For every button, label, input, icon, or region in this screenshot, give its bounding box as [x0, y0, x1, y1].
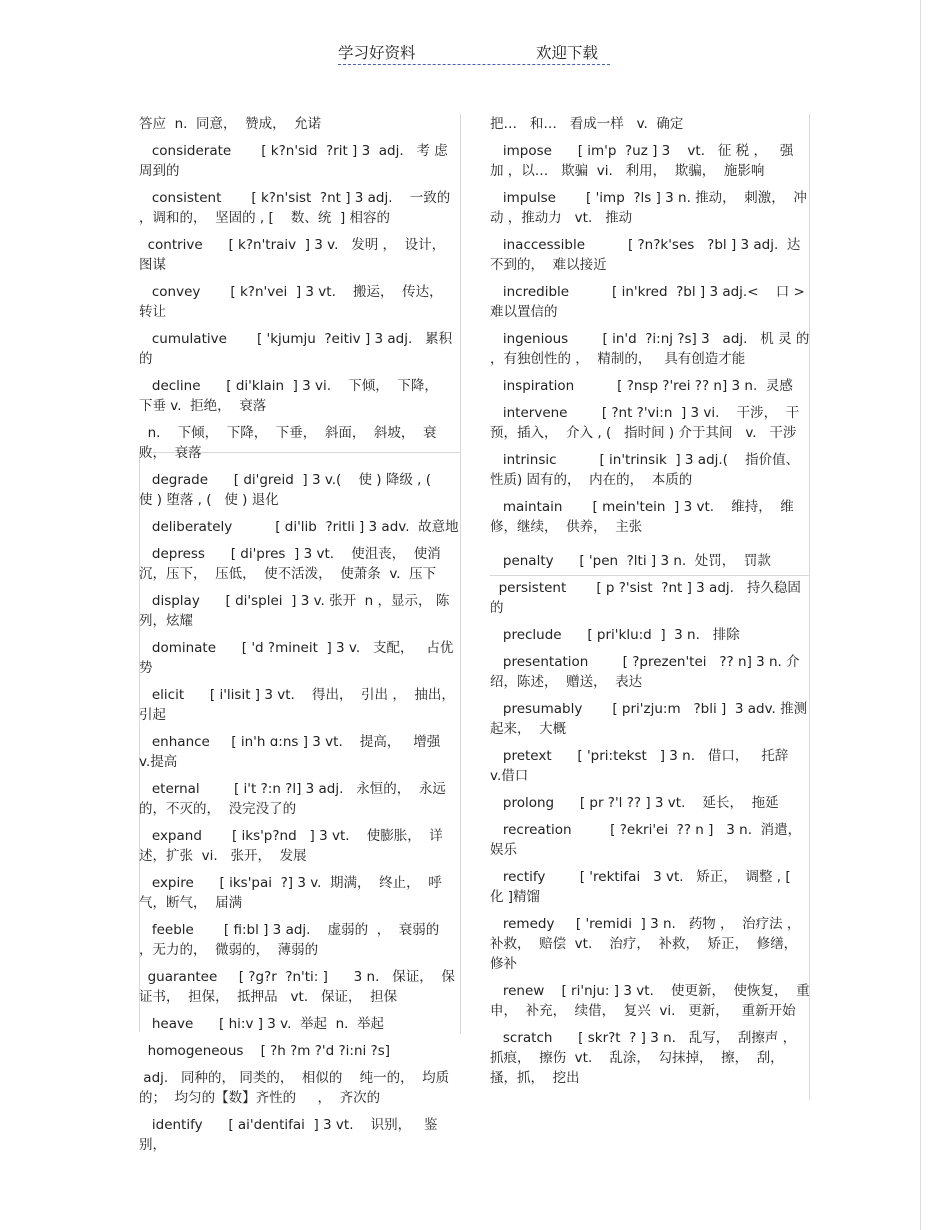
list-item: presentation [ ?prezen'tei ?? n] 3 n. 介绍，陈述， 赠送， 表达	[490, 654, 800, 690]
list-item: identify [ ai'dentifai ] 3 vt. 识别， 鉴别，	[139, 1117, 438, 1153]
list-item: inaccessible [ ?n?k'ses ?bl ] 3 adj. 达不到的， 难以接近	[490, 237, 801, 273]
list-item: deliberately [ di'lib ?ritli ] 3 adv. 故意地	[139, 519, 459, 535]
list-item: expand [ iks'p?nd ] 3 vt. 使膨胀， 详述，扩张 vi. 张开， 发展	[139, 828, 443, 864]
list-item: impulse [ 'imp ?ls ] 3 n. 推动， 刺激， 冲动 ，推动力 vt. 推动	[490, 190, 807, 226]
header-left-text: 学习好资料	[338, 44, 416, 62]
list-item: intervene [ ?nt ?'vi:n ] 3 vi. 干涉， 干预，插入， 介入 , ( 指时间 ) 介于其间 v. 干涉	[490, 405, 800, 441]
list-item: ingenious [ in'd ?i:nj ?s] 3 adj. 机 灵 的 ，有独创性的 ， 精制的， 具有创造才能	[490, 331, 814, 367]
list-item: pretext [ 'pri:tekst ] 3 n. 借口， 托辞 v.借口	[490, 748, 802, 784]
list-item: remedy [ 'remidi ] 3 n. 药物 ， 治疗法 ， 补救， 赔偿 vt. 治疗， 补救， 矫正， 修缮， 修补	[490, 916, 809, 972]
list-item: inspiration [ ?nsp ?'rei ?? n] 3 n. 灵感	[490, 378, 793, 394]
list-item: eternal [ i't ?:n ?l] 3 adj. 永恒的， 永远的，不灭的， 没完没了的	[139, 781, 446, 817]
list-item: recreation [ ?ekri'ei ?? n ] 3 n. 消遣， 娱乐	[490, 822, 810, 858]
list-item: rectify [ 'rektifai 3 vt. 矫正， 调整 , [ 化 ]精馏	[490, 869, 808, 905]
list-item: scratch [ skr?t ? ] 3 n. 乱写， 刮擦声 ， 抓痕， 擦伤 vt. 乱涂， 勾抹掉， 擦， 刮， 搔，抓， 挖出	[490, 1030, 805, 1086]
list-item: 答应 n. 同意， 赞成， 允诺	[139, 116, 322, 132]
list-item: impose [ im'p ?uz ] 3 vt. 征 税 ， 强 加 ，以… 欺骗 vi. 利用， 欺骗， 施影响	[490, 143, 798, 179]
list-item: dominate [ 'd ?mineit ] 3 v. 支配， 占优势	[139, 640, 454, 676]
list-item: preclude [ pri'klu:d ] 3 n. 排除	[490, 627, 740, 643]
list-item: prolong [ pr ?'l ?? ] 3 vt. 延长， 拖延	[490, 795, 779, 811]
list-item: heave [ hi:v ] 3 v. 举起 n. 举起	[139, 1016, 385, 1032]
list-item: persistent [ p ?'sist ?nt ] 3 adj. 持久稳固的	[490, 580, 801, 616]
page-header	[338, 40, 610, 65]
list-item: enhance [ in'h ɑ:ns ] 3 vt. 提高， 增强 v.提高	[139, 734, 454, 770]
list-item: display [ di'splei ] 3 v. 张开 n ，显示， 陈列，炫耀	[139, 593, 450, 629]
list-item: adj. 同种的， 同类的， 相似的 纯一的， 均质的； 均匀的【数】齐性的 ， 齐次的	[139, 1070, 450, 1106]
list-item: consistent [ k?n'sist ?nt ] 3 adj. 一致的 ，调和的， 坚固的 , [ 数、统 ] 相容的	[139, 190, 459, 226]
list-item: 把… 和… 看成一样 v. 确定	[490, 116, 684, 132]
page-edge	[920, 0, 921, 1230]
list-item: homogeneous [ ?h ?m ?'d ?i:ni ?s]	[139, 1043, 391, 1059]
list-item: feeble [ fi:bl ] 3 adj. 虚弱的 ， 衰弱的 ，无力的， 微弱的， 薄弱的	[139, 922, 448, 958]
list-item: expire [ iks'pai ?] 3 v. 期满， 终止， 呼气，断气， 届满	[139, 875, 442, 911]
list-item: guarantee [ ?g?r ?n'ti: ] 3 n. 保证， 保证书， 担保， 抵押品 vt. 保证， 担保	[139, 969, 455, 1005]
list-item: convey [ k?n'vei ] 3 vt. 搬运， 传达， 转让	[139, 284, 452, 320]
header-right-text: 欢迎下载	[536, 44, 599, 62]
list-item: intrinsic [ in'trinsik ] 3 adj.( 指价值、 性质) 固有的， 内在的， 本质的	[490, 452, 808, 488]
list-item: depress [ di'pres ] 3 vt. 使沮丧， 使消沉，压下， 压低， 使不活泼， 使萧条 v. 压下	[139, 546, 441, 582]
list-item: elicit [ i'lisit ] 3 vt. 得出， 引出 ， 抽出，引起	[139, 687, 455, 723]
list-item: decline [ di'klain ] 3 vi. 下倾， 下降， 下垂 v. 拒绝， 衰落	[139, 378, 447, 414]
list-item: contrive [ k?n'traiv ] 3 v. 发明 ， 设计， 图谋	[139, 237, 454, 273]
list-item: degrade [ di'greid ] 3 v.( 使 ) 降级 , ( 使 ) 堕落 , ( 使 ) 退化	[139, 472, 449, 508]
list-item: considerate [ k?n'sid ?rit ] 3 adj. 考 虑 周到的	[139, 143, 453, 179]
list-item: n. 下倾， 下降， 下垂， 斜面， 斜坡， 衰败， 衰落	[139, 425, 437, 461]
right-column	[490, 114, 812, 1095]
list-item: presumably [ pri'zju:m ?bli ] 3 adv. 推测起来， 大概	[490, 701, 808, 737]
list-item: maintain [ mein'tein ] 3 vt. 维持， 维修，继续， 供养， 主张	[490, 499, 794, 535]
list-item: penalty [ 'pen ?lti ] 3 n. 处罚， 罚款	[490, 553, 771, 569]
list-item: renew [ ri'nju: ] 3 vt. 使更新， 使恢复， 重申， 补充， 续借， 复兴 vi. 更新， 重新开始	[490, 983, 810, 1019]
left-column	[139, 114, 461, 1162]
list-item: cumulative [ 'kjumju ?eitiv ] 3 adj. 累积的	[139, 331, 453, 367]
list-item: incredible [ in'kred ?bl ] 3 adj.< 口 >难以置信的	[490, 284, 805, 320]
